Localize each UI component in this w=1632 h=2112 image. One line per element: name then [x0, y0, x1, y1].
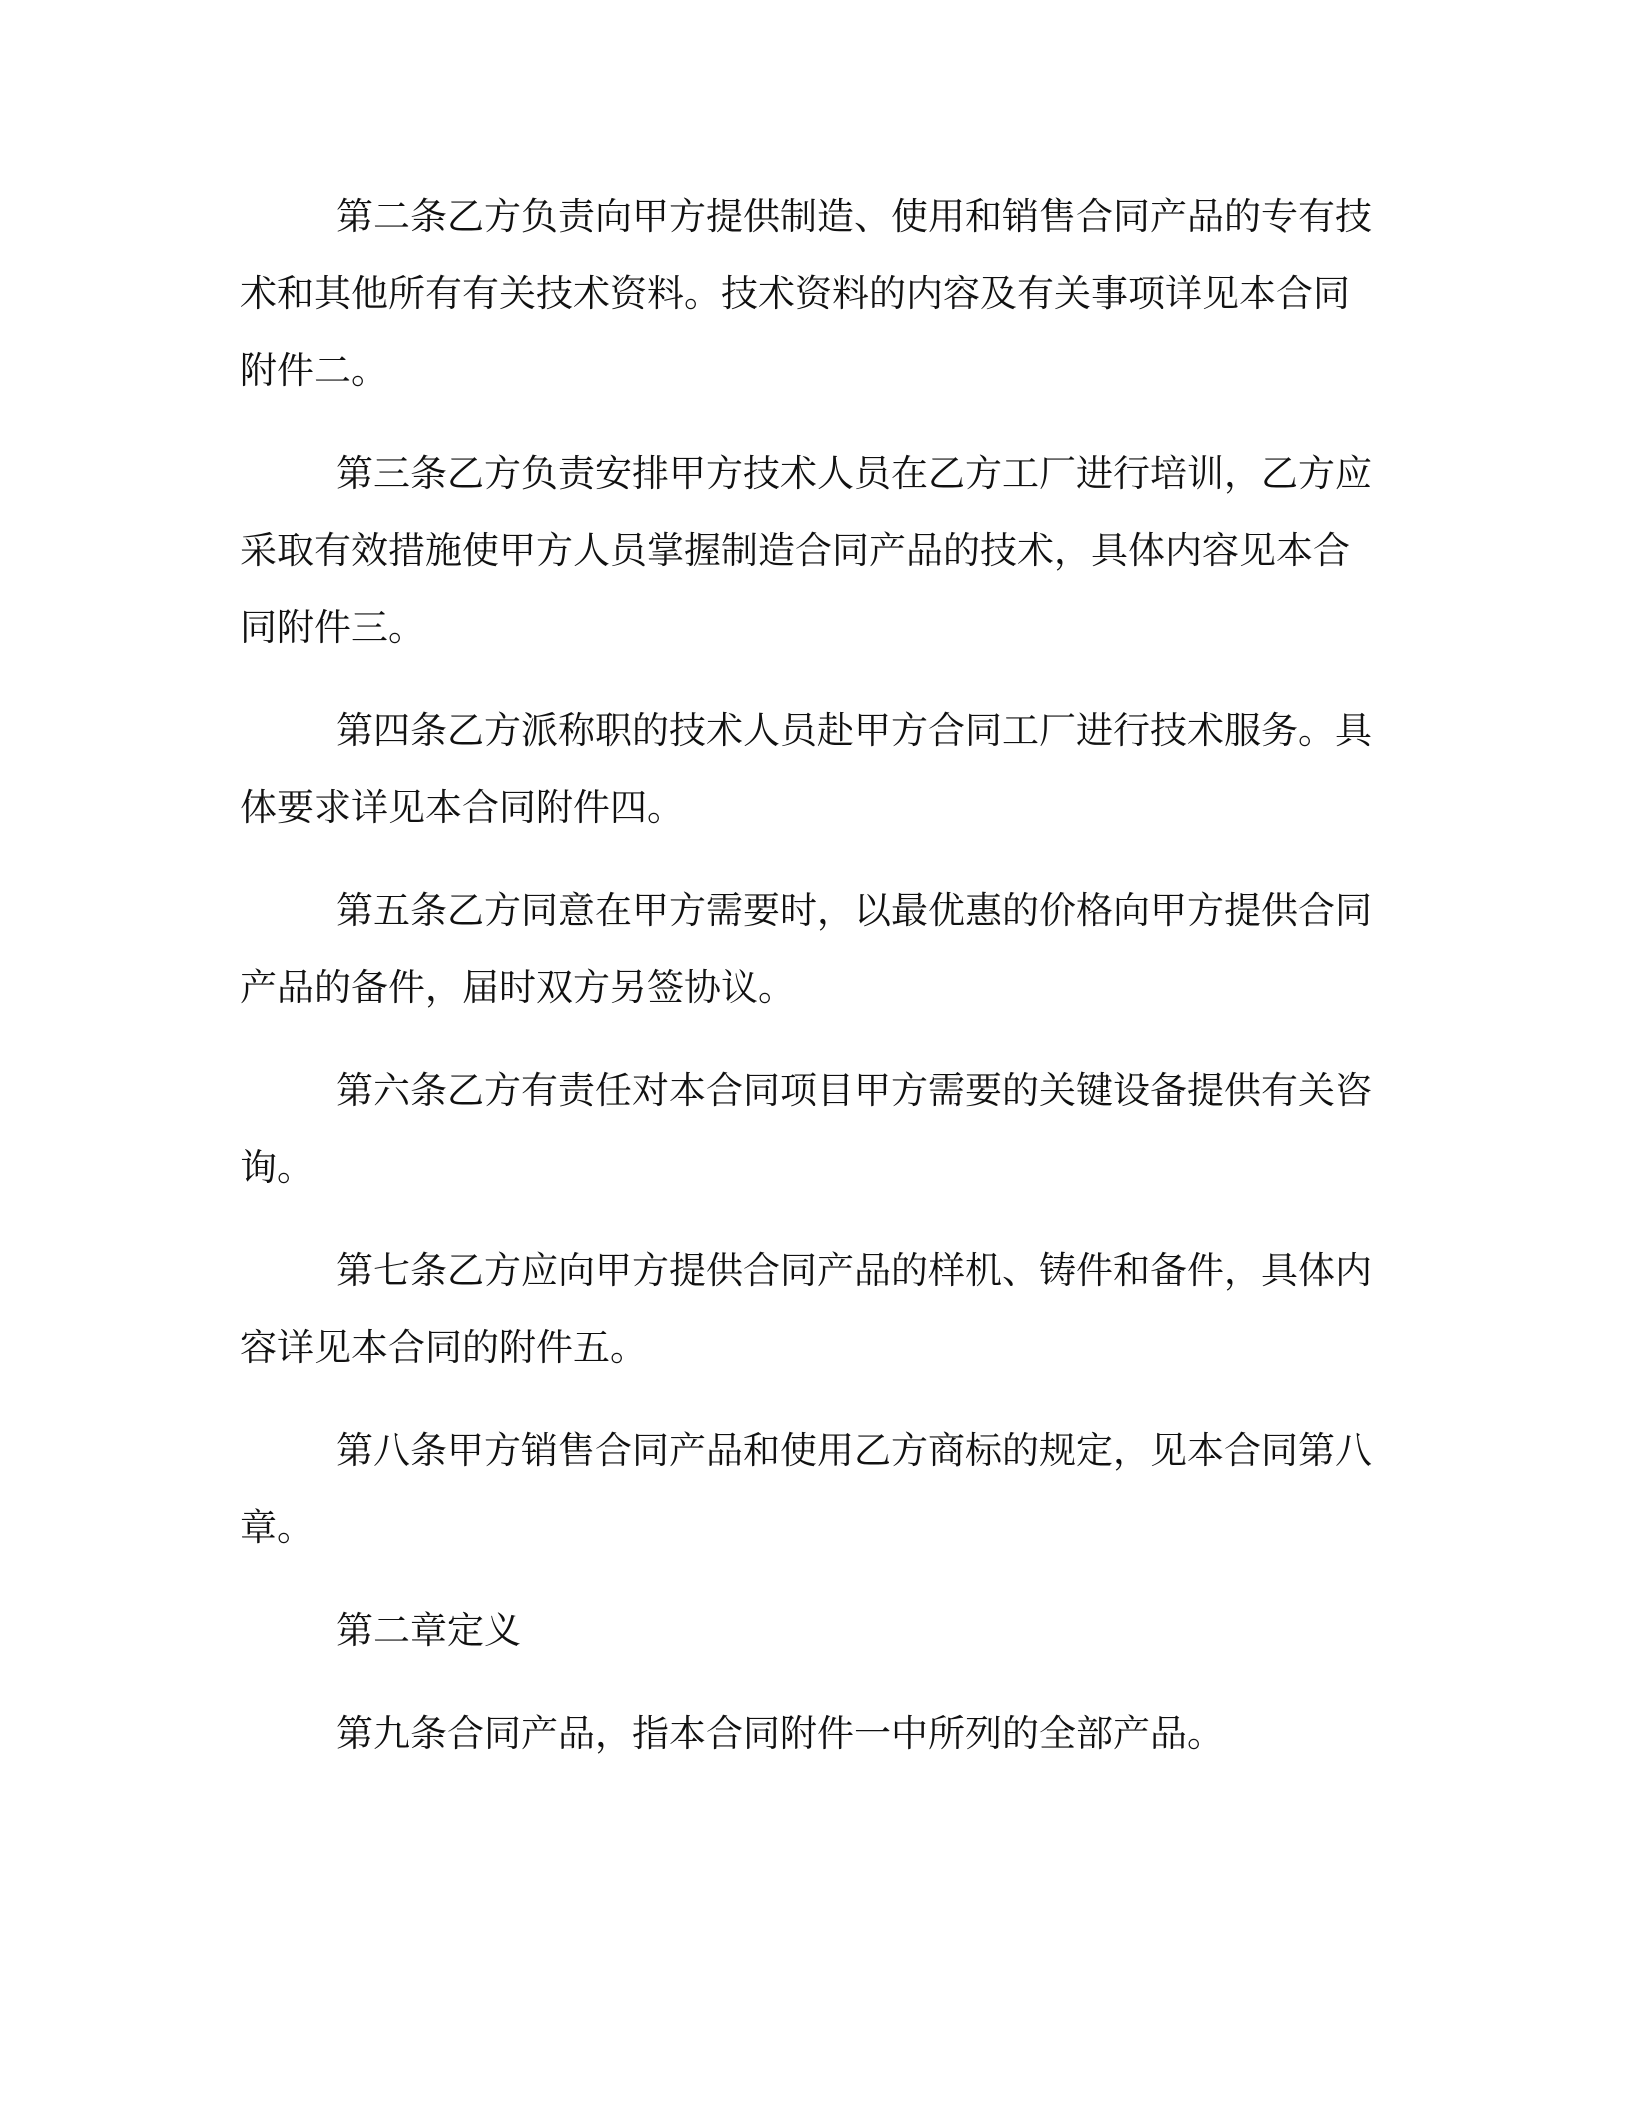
paragraph-line: 附件二。	[240, 349, 388, 392]
paragraph-line: 第二章定义	[336, 1609, 521, 1652]
paragraph-line: 同附件三。	[240, 606, 425, 649]
document-body	[240, 178, 1380, 1772]
article-8-paragraph	[240, 1412, 1380, 1566]
paragraph-line: 产品的备件，届时双方另签协议。	[240, 966, 795, 1009]
paragraph-line: 采取有效措施使甲方人员掌握制造合同产品的技术，具体内容见本合	[240, 529, 1350, 572]
paragraph-line: 第二条乙方负责向甲方提供制造、使用和销售合同产品的专有技	[336, 195, 1372, 238]
article-9-paragraph	[240, 1695, 1380, 1772]
article-6-paragraph	[240, 1052, 1380, 1206]
article-3-paragraph	[240, 435, 1380, 666]
paragraph-line: 容详见本合同的附件五。	[240, 1326, 647, 1369]
paragraph-line: 第六条乙方有责任对本合同项目甲方需要的关键设备提供有关咨	[336, 1069, 1372, 1112]
paragraph-line: 第九条合同产品，指本合同附件一中所列的全部产品。	[336, 1712, 1224, 1755]
paragraph-line: 第八条甲方销售合同产品和使用乙方商标的规定，见本合同第八	[336, 1429, 1372, 1472]
paragraph-line: 术和其他所有有关技术资料。技术资料的内容及有关事项详见本合同	[240, 272, 1350, 315]
article-4-paragraph	[240, 692, 1380, 846]
paragraph-line: 第七条乙方应向甲方提供合同产品的样机、铸件和备件，具体内	[336, 1249, 1372, 1292]
article-7-paragraph	[240, 1232, 1380, 1386]
paragraph-line: 体要求详见本合同附件四。	[240, 786, 684, 829]
chapter-2-heading	[240, 1592, 1380, 1669]
article-2-paragraph	[240, 178, 1380, 409]
article-5-paragraph	[240, 872, 1380, 1026]
paragraph-line: 第五条乙方同意在甲方需要时，以最优惠的价格向甲方提供合同	[336, 889, 1372, 932]
paragraph-line: 第三条乙方负责安排甲方技术人员在乙方工厂进行培训，乙方应	[336, 452, 1372, 495]
paragraph-line: 第四条乙方派称职的技术人员赴甲方合同工厂进行技术服务。具	[336, 709, 1372, 752]
paragraph-line: 询。	[240, 1146, 314, 1189]
paragraph-line: 章。	[240, 1506, 314, 1549]
